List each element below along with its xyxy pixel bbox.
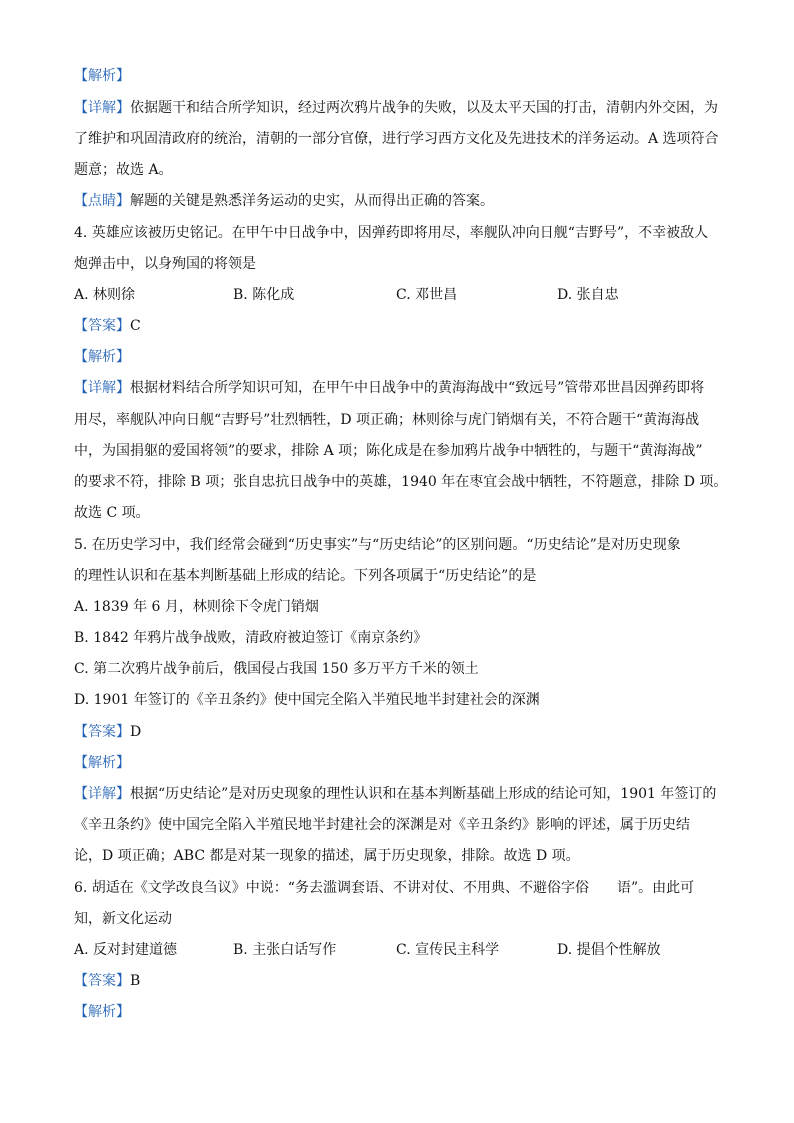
explanation-paragraph (74, 378, 734, 398)
explanation-line (74, 472, 734, 492)
line-text: 5. 在历史学习中，我们经常会碰到“历史事实”与“历史结论”的区别问题。“历史结论”是对历史现象 (74, 537, 681, 553)
q6-option-c: C. 宣传民主科学 (396, 942, 500, 958)
line-text: 用尽，率舰队冲向日舰“吉野号”壮烈牺牲，D 项正确；林则徐与虎门销烟有关，不符合题干“黄海海战 (74, 412, 700, 428)
answer-line (74, 722, 734, 742)
analysis-heading (74, 347, 734, 367)
question-4-stem (74, 223, 734, 243)
line-text: C. 第二次鸦片战争前后，俄国侵占我国 150 多万平方千米的领土 (74, 661, 479, 677)
line-text: 论，D 项正确；ABC 都是对某一现象的描述，属于历史现象，排除。故选 D 项。 (74, 848, 580, 864)
explanation-line (74, 846, 734, 866)
q4-option-a: A. 林则徐 (74, 287, 136, 303)
tag-label: 【解析】 (74, 755, 130, 771)
explanation-line (74, 160, 734, 180)
answer-line (74, 316, 734, 336)
q4-option-d: D. 张自忠 (557, 287, 619, 303)
q6-option-b: B. 主张白话写作 (233, 942, 337, 958)
answer-line (74, 971, 734, 991)
analysis-heading (74, 66, 734, 86)
tag-label: 【解析】 (74, 349, 130, 365)
explanation-paragraph (74, 784, 734, 804)
line-text: 中，为国捐躯的爱国将领”的要求，排除 A 项；陈化成是在参加鸦片战争中牺牲的，与题干“黄海海战” (74, 443, 703, 459)
tag-label: 【点睛】 (74, 193, 130, 209)
line-text: 题意；故选 A。 (74, 162, 173, 178)
line-text: 依据题干和结合所学知识，经过两次鸦片战争的失败，以及太平天国的打击，清朝内外交困，为 (130, 100, 718, 116)
q5-option-a (74, 597, 734, 617)
explanation-line (74, 410, 734, 430)
tag-label: 【详解】 (74, 100, 130, 116)
line-text: 的理性认识和在基本判断基础上形成的结论。下列各项属于“历史结论”的是 (74, 568, 537, 584)
question-6-stem (74, 878, 734, 898)
line-text: C (130, 318, 141, 334)
key-point (74, 191, 734, 211)
explanation-paragraph (74, 98, 734, 118)
explanation-line (74, 815, 734, 835)
q5-option-b (74, 628, 734, 648)
line-text: 故选 C 项。 (74, 505, 150, 521)
line-text: 炮弹击中，以身殉国的将领是 (74, 256, 256, 272)
line-text: 《辛丑条约》使中国完全陷入半殖民地半封建社会的深渊是对《辛丑条约》影响的评述，属于历史结 (74, 817, 690, 833)
explanation-line (74, 129, 734, 149)
line-text: 知，新文化运动 (74, 911, 172, 927)
line-text: D (130, 724, 142, 740)
analysis-heading (74, 753, 734, 773)
tag-label: 【答案】 (74, 973, 130, 989)
line-text: 解题的关键是熟悉洋务运动的史实，从而得出正确的答案。 (130, 193, 494, 209)
q4-option-b: B. 陈化成 (233, 287, 295, 303)
line-text: 了维护和巩固清政府的统治，清朝的一部分官僚，进行学习西方文化及先进技术的洋务运动。A 选项符合 (74, 131, 719, 147)
line-text: 根据材料结合所学知识可知，在甲午中日战争中的黄海海战中“致远号”管带邓世昌因弹药即将 (130, 380, 705, 396)
line-text: 的要求不符，排除 B 项；张自忠抗日战争中的英雄，1940 年在枣宜会战中牺牲，不符题意，排除 D 项。 (74, 474, 728, 490)
question-5-stem (74, 535, 734, 555)
line-text: 6. 胡适在《文学改良刍议》中说：“务去滥调套语、不讲对仗、不用典、不避俗字俗 语”。由此可 (74, 880, 695, 896)
tag-label: 【解析】 (74, 1004, 130, 1020)
q6-option-a: A. 反对封建道德 (74, 942, 178, 958)
line-text: 4. 英雄应该被历史铭记。在甲午中日战争中，因弹药即将用尽，率舰队冲向日舰“吉野号”，不幸被敌人 (74, 225, 709, 241)
line-text: 根据“历史结论”是对历史现象的理性认识和在基本判断基础上形成的结论可知，1901 年签订的 (130, 786, 717, 802)
tag-label: 【答案】 (74, 724, 130, 740)
explanation-line (74, 503, 734, 523)
line-text: B. 1842 年鸦片战争战败，清政府被迫签订《南京条约》 (74, 630, 428, 646)
line-text: D. 1901 年签订的《辛丑条约》使中国完全陷入半殖民地半封建社会的深渊 (74, 692, 540, 708)
q5-option-c (74, 659, 734, 679)
question-4-stem (74, 254, 734, 274)
q4-option-c: C. 邓世昌 (396, 287, 458, 303)
question-6-stem (74, 909, 734, 929)
explanation-line (74, 441, 734, 461)
line-text: A. 1839 年 6 月，林则徐下令虎门销烟 (74, 599, 319, 615)
question-5-stem (74, 566, 734, 586)
tag-label: 【详解】 (74, 380, 130, 396)
q5-option-d (74, 690, 734, 710)
q6-option-d: D. 提倡个性解放 (557, 942, 661, 958)
tag-label: 【答案】 (74, 318, 130, 334)
line-text: B (130, 973, 141, 989)
tag-label: 【详解】 (74, 786, 130, 802)
tag-label: 【解析】 (74, 68, 130, 84)
analysis-heading (74, 1002, 734, 1022)
